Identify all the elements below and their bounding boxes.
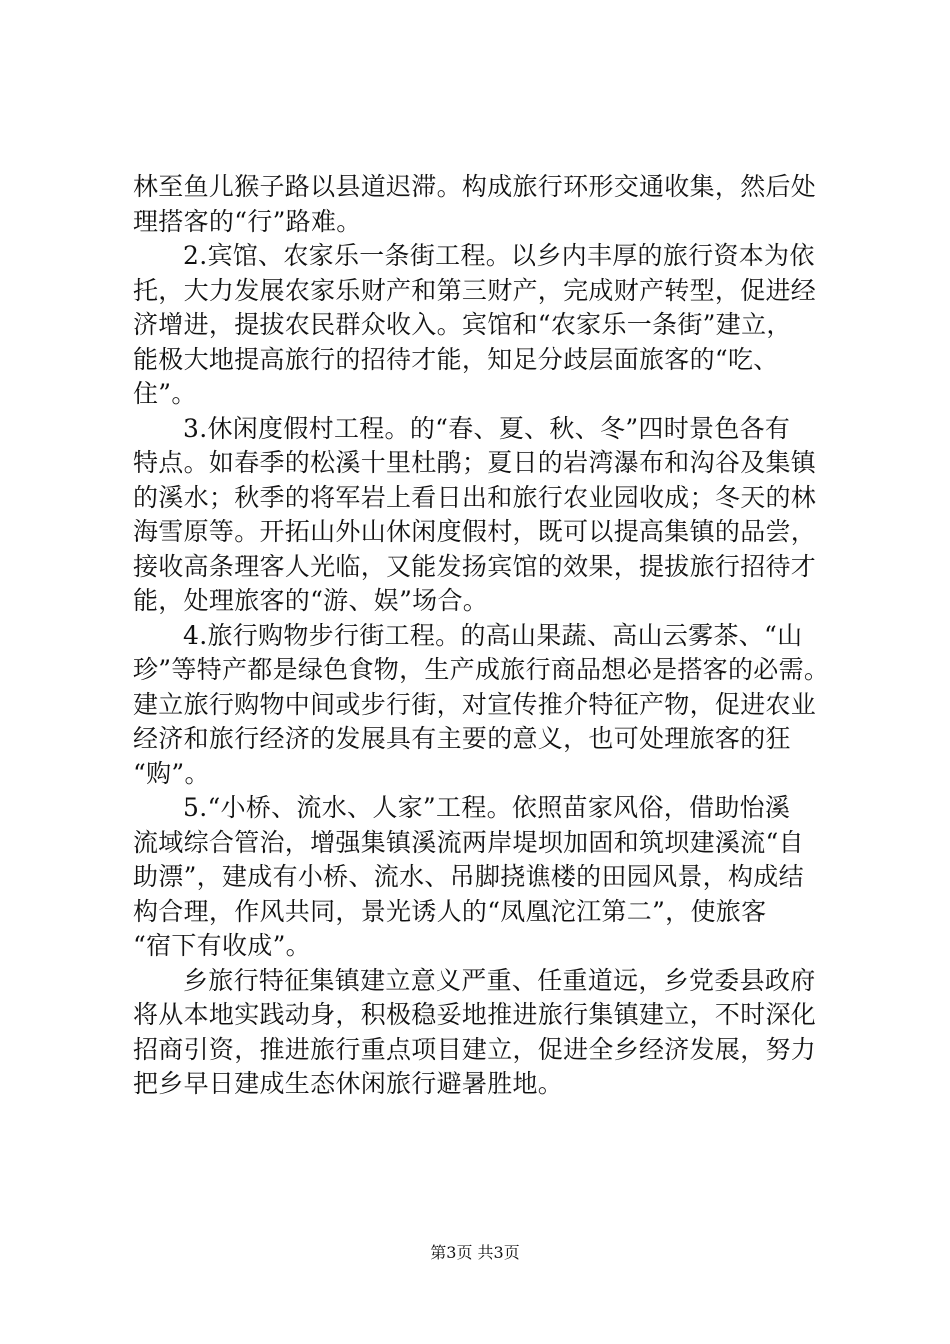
paragraph-5-start: 5.“小桥、流水、人家”工程。依照苗家风俗，借助怡溪	[183, 793, 791, 822]
text-line: 助漂”，建成有小桥、流水、吊脚挠谯楼的田园风景，构成结	[133, 862, 804, 891]
text-line: 特点。如春季的松溪十里杜鹃；夏日的岩湾瀑布和沟谷及集镇	[133, 448, 817, 477]
paragraph-6-start: 乡旅行特征集镇建立意义严重、任重道远，乡党委县政府	[183, 965, 816, 995]
text-line: 住”。	[133, 379, 197, 408]
text-line: 能，处理旅客的“游、娱”场合。	[133, 586, 489, 615]
text-line: 将从本地实践动身，积极稳妥地推进旅行集镇建立，不时深化	[133, 1000, 817, 1029]
text-line: 接收高条理客人光临，又能发扬宾馆的效果，提拔旅行招待才	[133, 551, 817, 581]
text-line: 招商引资，推进旅行重点项目建立，促进全乡经济发展，努力	[133, 1034, 817, 1064]
paragraph-2-start: 2.宾馆、农家乐一条街工程。以乡内丰厚的旅行资本为依	[183, 241, 815, 270]
text-line: 构合理，作风共同，景光诱人的“凤凰沱江第二”，使旅客	[133, 896, 767, 926]
text-line: 流域综合管治，增强集镇溪流两岸堤坝加固和筑坝建溪流“自	[133, 827, 804, 857]
page-number: 第3页 共3页	[430, 1243, 520, 1262]
text-line: 托，大力发展农家乐财产和第三财产，完成财产转型，促进经	[133, 275, 817, 305]
document-body	[133, 170, 833, 1102]
paragraph-4-start: 4.旅行购物步行街工程。的高山果蔬、高山云雾茶、“山	[183, 620, 803, 650]
text-line: 林至鱼儿猴子路以县道迟滞。构成旅行环形交通收集，然后处	[133, 172, 817, 201]
text-line: “宿下有收成”。	[133, 931, 311, 960]
text-line: 珍”等特产都是绿色食物，生产成旅行商品想必是搭客的必需。	[133, 655, 830, 684]
paragraph-3-start: 3.休闲度假村工程。的“春、夏、秋、冬”四时景色各有	[183, 413, 791, 443]
text-line: 理搭客的“行”路难。	[133, 206, 362, 236]
text-line: 济增进，提拔农民群众收入。宾馆和“农家乐一条街”建立，	[133, 310, 792, 339]
text-line: 的溪水；秋季的将军岩上看日出和旅行农业园收成；冬天的林	[133, 482, 817, 512]
text-line: 海雪原等。开拓山外山休闲度假村，既可以提高集镇的品尝，	[133, 517, 817, 546]
text-line: 经济和旅行经济的发展具有主要的意义，也可处理旅客的狂	[133, 724, 791, 753]
text-line: 把乡早日建成生态休闲旅行避暑胜地。	[133, 1069, 564, 1098]
page-footer	[0, 1243, 950, 1263]
text-line: 能极大地提高旅行的招待才能，知足分歧层面旅客的“吃、	[133, 344, 779, 374]
text-line: 建立旅行购物中间或步行街，对宣传推介特征产物，促进农业	[133, 689, 817, 719]
text-line: “购”。	[133, 758, 210, 788]
